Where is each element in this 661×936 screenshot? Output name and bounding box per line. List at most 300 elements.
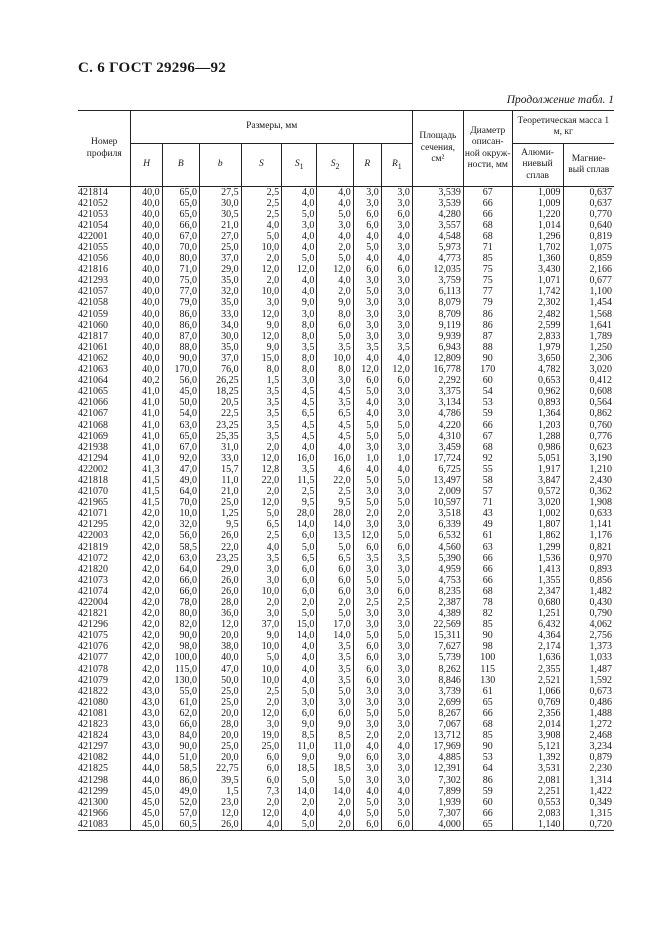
cell-profile-number: 421293 xyxy=(78,276,131,287)
cell-R: 5,0 xyxy=(353,420,381,431)
cell-profile-number: 421082 xyxy=(78,753,131,764)
cell-B: 51,0 xyxy=(162,753,199,764)
cell-H: 41,0 xyxy=(131,409,162,420)
cell-mass-aluminium: 4,782 xyxy=(512,365,563,376)
cell-S2: 16,0 xyxy=(317,453,353,464)
cell-area: 2,387 xyxy=(412,597,463,608)
cell-H: 41,0 xyxy=(131,431,162,442)
cell-b: 31,0 xyxy=(200,442,242,453)
cell-R1: 3,0 xyxy=(381,298,412,309)
cell-profile-number: 421078 xyxy=(78,664,131,675)
cell-R: 6,0 xyxy=(353,819,381,831)
cell-mass-aluminium: 0,572 xyxy=(512,487,563,498)
cell-mass-aluminium: 0,653 xyxy=(512,376,563,387)
cell-diameter: 78 xyxy=(463,597,512,608)
cell-mass-magnesium: 1,592 xyxy=(563,675,614,686)
cell-diameter: 75 xyxy=(463,265,512,276)
cell-diameter: 66 xyxy=(463,708,512,719)
cell-H: 40,0 xyxy=(131,242,162,253)
cell-R: 3,0 xyxy=(353,720,381,731)
cell-S: 3,0 xyxy=(241,564,282,575)
cell-S1: 6,5 xyxy=(282,409,317,420)
cell-H: 40,0 xyxy=(131,365,162,376)
table-row xyxy=(78,631,614,642)
cell-H: 45,0 xyxy=(131,797,162,808)
cell-profile-number: 421298 xyxy=(78,775,131,786)
cell-B: 75,0 xyxy=(162,276,199,287)
cell-R: 3,5 xyxy=(353,342,381,353)
cell-S2: 9,0 xyxy=(317,720,353,731)
cell-S: 3,0 xyxy=(241,298,282,309)
cell-R1: 4,0 xyxy=(381,464,412,475)
table-row xyxy=(78,575,614,586)
cell-diameter: 86 xyxy=(463,320,512,331)
cell-mass-aluminium: 1,288 xyxy=(512,431,563,442)
cell-diameter: 66 xyxy=(463,198,512,209)
cell-H: 43,0 xyxy=(131,697,162,708)
header-S1: $S_1$ xyxy=(282,144,317,187)
cell-b: 22,75 xyxy=(200,764,242,775)
cell-diameter: 85 xyxy=(463,254,512,265)
cell-mass-aluminium: 1,071 xyxy=(512,276,563,287)
cell-area: 3,539 xyxy=(412,187,463,199)
cell-profile-number: 421055 xyxy=(78,242,131,253)
header-R: R xyxy=(353,144,381,187)
cell-S1: 6,0 xyxy=(282,708,317,719)
cell-mass-magnesium: 0,893 xyxy=(563,564,614,575)
table-row xyxy=(78,675,614,686)
cell-area: 3,539 xyxy=(412,198,463,209)
cell-area: 8,267 xyxy=(412,708,463,719)
cell-B: 32,0 xyxy=(162,520,199,531)
cell-S2: 2,5 xyxy=(317,487,353,498)
cell-mass-magnesium: 2,756 xyxy=(563,631,614,642)
cell-B: 64,0 xyxy=(162,564,199,575)
cell-mass-magnesium: 1,487 xyxy=(563,664,614,675)
cell-R1: 5,0 xyxy=(381,531,412,542)
cell-B: 67,0 xyxy=(162,442,199,453)
cell-mass-aluminium: 0,986 xyxy=(512,442,563,453)
cell-S: 2,5 xyxy=(241,198,282,209)
cell-S2: 6,0 xyxy=(317,320,353,331)
cell-B: 63,0 xyxy=(162,553,199,564)
cell-mass-magnesium: 0,776 xyxy=(563,431,614,442)
cell-area: 7,899 xyxy=(412,786,463,797)
cell-R: 5,0 xyxy=(353,575,381,586)
cell-H: 40,0 xyxy=(131,342,162,353)
table-row xyxy=(78,376,614,387)
cell-S2: 4,5 xyxy=(317,387,353,398)
cell-profile-number: 421054 xyxy=(78,220,131,231)
cell-B: 86,0 xyxy=(162,309,199,320)
cell-S: 12,0 xyxy=(241,265,282,276)
cell-mass-aluminium: 2,302 xyxy=(512,298,563,309)
table-row xyxy=(78,775,614,786)
cell-S2: 17,0 xyxy=(317,620,353,631)
cell-b: 12,0 xyxy=(200,620,242,631)
cell-S: 10,0 xyxy=(241,586,282,597)
cell-S1: 9,5 xyxy=(282,498,317,509)
cell-diameter: 58 xyxy=(463,475,512,486)
cell-area: 4,959 xyxy=(412,564,463,575)
cell-mass-aluminium: 4,364 xyxy=(512,631,563,642)
cell-mass-magnesium: 0,608 xyxy=(563,387,614,398)
cell-area: 4,389 xyxy=(412,609,463,620)
cell-S: 4,0 xyxy=(241,542,282,553)
cell-R: 2,0 xyxy=(353,731,381,742)
cell-b: 29,0 xyxy=(200,265,242,276)
cell-S1: 28,0 xyxy=(282,509,317,520)
cell-B: 115,0 xyxy=(162,664,199,675)
cell-S2: 8,5 xyxy=(317,731,353,742)
table-header xyxy=(78,111,614,187)
cell-b: 38,0 xyxy=(200,642,242,653)
cell-diameter: 66 xyxy=(463,209,512,220)
cell-S: 3,0 xyxy=(241,720,282,731)
cell-S1: 14,0 xyxy=(282,631,317,642)
cell-B: 78,0 xyxy=(162,597,199,608)
cell-S2: 5,0 xyxy=(317,542,353,553)
cell-S1: 6,5 xyxy=(282,553,317,564)
cell-mass-aluminium: 1,009 xyxy=(512,187,563,199)
cell-b: 50,0 xyxy=(200,675,242,686)
cell-mass-aluminium: 1,364 xyxy=(512,409,563,420)
cell-mass-magnesium: 0,640 xyxy=(563,220,614,231)
table-row xyxy=(78,642,614,653)
cell-area: 4,560 xyxy=(412,542,463,553)
cell-area: 3,557 xyxy=(412,220,463,231)
cell-diameter: 71 xyxy=(463,498,512,509)
cell-S2: 11,0 xyxy=(317,742,353,753)
cell-mass-aluminium: 3,020 xyxy=(512,498,563,509)
cell-profile-number: 421061 xyxy=(78,342,131,353)
cell-B: 56,0 xyxy=(162,376,199,387)
cell-S: 3,5 xyxy=(241,398,282,409)
cell-b: 23,25 xyxy=(200,553,242,564)
cell-H: 40,0 xyxy=(131,187,162,199)
cell-B: 66,0 xyxy=(162,220,199,231)
cell-B: 86,0 xyxy=(162,775,199,786)
cell-area: 5,739 xyxy=(412,653,463,664)
cell-mass-magnesium: 1,272 xyxy=(563,720,614,731)
cell-R1: 2,5 xyxy=(381,597,412,608)
cell-area: 6,113 xyxy=(412,287,463,298)
cell-S1: 5,0 xyxy=(282,819,317,831)
cell-profile-number: 421064 xyxy=(78,376,131,387)
cell-H: 41,3 xyxy=(131,464,162,475)
cell-S: 12,8 xyxy=(241,464,282,475)
cell-b: 35,0 xyxy=(200,276,242,287)
cell-S1: 4,0 xyxy=(282,276,317,287)
cell-R1: 5,0 xyxy=(381,808,412,819)
cell-H: 41,0 xyxy=(131,420,162,431)
cell-profile-number: 421083 xyxy=(78,819,131,831)
cell-S1: 2,5 xyxy=(282,487,317,498)
header-R1: $R_1$ xyxy=(381,144,412,187)
cell-diameter: 55 xyxy=(463,464,512,475)
cell-S2: 28,0 xyxy=(317,509,353,520)
cell-H: 42,0 xyxy=(131,520,162,531)
cell-S: 9,0 xyxy=(241,320,282,331)
cell-H: 42,0 xyxy=(131,542,162,553)
cell-b: 23,25 xyxy=(200,420,242,431)
table-row xyxy=(78,586,614,597)
cell-R: 4,0 xyxy=(353,254,381,265)
cell-B: 65,0 xyxy=(162,431,199,442)
cell-b: 22,0 xyxy=(200,542,242,553)
cell-profile-number: 421074 xyxy=(78,586,131,597)
cell-H: 42,0 xyxy=(131,664,162,675)
cell-mass-magnesium: 1,250 xyxy=(563,342,614,353)
cell-H: 45,0 xyxy=(131,786,162,797)
cell-mass-aluminium: 0,769 xyxy=(512,697,563,708)
cell-B: 130,0 xyxy=(162,675,199,686)
cell-b: 35,0 xyxy=(200,298,242,309)
cell-B: 88,0 xyxy=(162,342,199,353)
cell-R: 3,0 xyxy=(353,620,381,631)
cell-b: 34,0 xyxy=(200,320,242,331)
cell-S2: 10,0 xyxy=(317,353,353,364)
cell-R1: 5,0 xyxy=(381,631,412,642)
cell-S1: 11,0 xyxy=(282,742,317,753)
cell-S1: 9,0 xyxy=(282,720,317,731)
cell-profile-number: 421079 xyxy=(78,675,131,686)
cell-B: 84,0 xyxy=(162,731,199,742)
cell-mass-magnesium: 0,677 xyxy=(563,276,614,287)
cell-mass-aluminium: 0,893 xyxy=(512,398,563,409)
cell-diameter: 68 xyxy=(463,586,512,597)
cell-S2: 6,5 xyxy=(317,553,353,564)
table-row xyxy=(78,409,614,420)
table-row xyxy=(78,242,614,253)
cell-b: 39,5 xyxy=(200,775,242,786)
cell-profile-number: 421072 xyxy=(78,553,131,564)
cell-R: 4,0 xyxy=(353,464,381,475)
cell-area: 1,939 xyxy=(412,797,463,808)
cell-mass-aluminium: 1,413 xyxy=(512,564,563,575)
cell-b: 23,0 xyxy=(200,797,242,808)
cell-diameter: 86 xyxy=(463,775,512,786)
cell-diameter: 63 xyxy=(463,542,512,553)
cell-S: 2,5 xyxy=(241,187,282,199)
header-H: H xyxy=(131,144,162,187)
cell-R: 5,0 xyxy=(353,498,381,509)
table-row xyxy=(78,387,614,398)
table-row xyxy=(78,753,614,764)
cell-mass-aluminium: 3,531 xyxy=(512,764,563,775)
cell-H: 40,0 xyxy=(131,320,162,331)
cell-R: 3,0 xyxy=(353,198,381,209)
cell-profile-number: 421053 xyxy=(78,209,131,220)
cell-H: 40,0 xyxy=(131,209,162,220)
cell-R1: 3,0 xyxy=(381,564,412,575)
cell-mass-magnesium: 0,564 xyxy=(563,398,614,409)
cell-B: 66,0 xyxy=(162,575,199,586)
cell-b: 9,5 xyxy=(200,520,242,531)
cell-diameter: 68 xyxy=(463,720,512,731)
cell-B: 61,0 xyxy=(162,697,199,708)
cell-R1: 2,0 xyxy=(381,731,412,742)
cell-B: 65,0 xyxy=(162,198,199,209)
header-S2: $S_2$ xyxy=(317,144,353,187)
cell-b: 27,0 xyxy=(200,231,242,242)
cell-S1: 5,0 xyxy=(282,609,317,620)
cell-diameter: 88 xyxy=(463,342,512,353)
cell-R1: 3,0 xyxy=(381,620,412,631)
cell-R1: 3,0 xyxy=(381,320,412,331)
cell-R: 3,0 xyxy=(353,564,381,575)
cell-diameter: 87 xyxy=(463,331,512,342)
table-row xyxy=(78,431,614,442)
cell-diameter: 60 xyxy=(463,797,512,808)
cell-area: 4,885 xyxy=(412,753,463,764)
cell-area: 6,943 xyxy=(412,342,463,353)
cell-S: 8,0 xyxy=(241,365,282,376)
table-row xyxy=(78,420,614,431)
cell-mass-magnesium: 3,190 xyxy=(563,453,614,464)
cell-mass-aluminium: 2,355 xyxy=(512,664,563,675)
cell-R: 3,0 xyxy=(353,764,381,775)
cell-R1: 3,5 xyxy=(381,342,412,353)
cell-H: 41,5 xyxy=(131,498,162,509)
cell-R: 6,0 xyxy=(353,753,381,764)
cell-S2: 3,5 xyxy=(317,342,353,353)
cell-B: 52,0 xyxy=(162,797,199,808)
cell-S: 5,0 xyxy=(241,653,282,664)
cell-R: 6,0 xyxy=(353,542,381,553)
cell-diameter: 67 xyxy=(463,187,512,199)
cell-S: 6,0 xyxy=(241,764,282,775)
cell-S1: 3,0 xyxy=(282,220,317,231)
cell-b: 25,35 xyxy=(200,431,242,442)
cell-mass-magnesium: 1,641 xyxy=(563,320,614,331)
cell-b: 18,25 xyxy=(200,387,242,398)
cell-diameter: 92 xyxy=(463,453,512,464)
cell-S1: 12,0 xyxy=(282,265,317,276)
cell-b: 12,0 xyxy=(200,808,242,819)
cell-mass-aluminium: 1,360 xyxy=(512,254,563,265)
cell-mass-aluminium: 1,979 xyxy=(512,342,563,353)
cell-R1: 4,0 xyxy=(381,786,412,797)
cell-b: 20,0 xyxy=(200,753,242,764)
cell-R1: 4,0 xyxy=(381,231,412,242)
cell-R: 5,0 xyxy=(353,475,381,486)
cell-B: 90,0 xyxy=(162,742,199,753)
cell-diameter: 71 xyxy=(463,242,512,253)
cell-S: 1,5 xyxy=(241,376,282,387)
cell-S1: 4,0 xyxy=(282,287,317,298)
cell-R1: 3,0 xyxy=(381,276,412,287)
cell-diameter: 59 xyxy=(463,786,512,797)
cell-area: 7,627 xyxy=(412,642,463,653)
table-row xyxy=(78,265,614,276)
cell-S2: 14,0 xyxy=(317,786,353,797)
cell-diameter: 60 xyxy=(463,376,512,387)
cell-H: 41,0 xyxy=(131,442,162,453)
cell-mass-magnesium: 0,720 xyxy=(563,819,614,831)
cell-mass-magnesium: 2,166 xyxy=(563,265,614,276)
cell-profile-number: 421938 xyxy=(78,442,131,453)
cell-mass-magnesium: 4,062 xyxy=(563,620,614,631)
cell-b: 20,0 xyxy=(200,708,242,719)
cell-S: 10,0 xyxy=(241,642,282,653)
cell-S1: 6,0 xyxy=(282,586,317,597)
cell-mass-magnesium: 3,234 xyxy=(563,742,614,753)
table-row xyxy=(78,808,614,819)
cell-mass-magnesium: 1,100 xyxy=(563,287,614,298)
cell-S2: 3,5 xyxy=(317,398,353,409)
cell-S: 3,0 xyxy=(241,575,282,586)
cell-b: 29,0 xyxy=(200,564,242,575)
cell-R: 5,0 xyxy=(353,808,381,819)
cell-H: 42,0 xyxy=(131,609,162,620)
cell-R1: 3,5 xyxy=(381,553,412,564)
table-row xyxy=(78,819,614,831)
cell-H: 42,0 xyxy=(131,531,162,542)
cell-S2: 4,6 xyxy=(317,464,353,475)
cell-S2: 6,0 xyxy=(317,586,353,597)
cell-b: 26,0 xyxy=(200,531,242,542)
cell-mass-magnesium: 2,230 xyxy=(563,764,614,775)
cell-mass-magnesium: 0,770 xyxy=(563,209,614,220)
cell-B: 64,0 xyxy=(162,487,199,498)
cell-diameter: 61 xyxy=(463,531,512,542)
cell-profile-number: 421058 xyxy=(78,298,131,309)
cell-H: 43,0 xyxy=(131,708,162,719)
table-body xyxy=(78,187,614,831)
cell-mass-magnesium: 1,075 xyxy=(563,242,614,253)
cell-H: 40,0 xyxy=(131,198,162,209)
cell-S2: 6,5 xyxy=(317,409,353,420)
cell-S2: 12,0 xyxy=(317,265,353,276)
table-row xyxy=(78,708,614,719)
cell-mass-magnesium: 1,568 xyxy=(563,309,614,320)
cell-profile-number: 421073 xyxy=(78,575,131,586)
cell-mass-aluminium: 1,002 xyxy=(512,509,563,520)
cell-B: 65,0 xyxy=(162,187,199,199)
table-row xyxy=(78,287,614,298)
cell-mass-aluminium: 1,636 xyxy=(512,653,563,664)
cell-profile-number: 421063 xyxy=(78,365,131,376)
cell-R: 6,0 xyxy=(353,209,381,220)
cell-H: 41,0 xyxy=(131,387,162,398)
cell-H: 40,0 xyxy=(131,231,162,242)
cell-area: 2,009 xyxy=(412,487,463,498)
cell-R1: 6,0 xyxy=(381,819,412,831)
cell-diameter: 130 xyxy=(463,675,512,686)
cell-R1: 12,0 xyxy=(381,365,412,376)
cell-b: 26,0 xyxy=(200,575,242,586)
cell-area: 9,939 xyxy=(412,331,463,342)
cell-S1: 14,0 xyxy=(282,786,317,797)
cell-H: 43,0 xyxy=(131,686,162,697)
cell-R1: 4,0 xyxy=(381,254,412,265)
cell-mass-aluminium: 2,174 xyxy=(512,642,563,653)
cell-mass-magnesium: 0,862 xyxy=(563,409,614,420)
profiles-table xyxy=(78,110,614,831)
cell-R: 3,0 xyxy=(353,487,381,498)
cell-b: 25,0 xyxy=(200,686,242,697)
cell-mass-magnesium: 1,033 xyxy=(563,653,614,664)
cell-area: 8,079 xyxy=(412,298,463,309)
cell-R1: 3,0 xyxy=(381,220,412,231)
cell-R: 5,0 xyxy=(353,797,381,808)
cell-R: 4,0 xyxy=(353,231,381,242)
table-row xyxy=(78,742,614,753)
table-row xyxy=(78,653,614,664)
cell-H: 40,0 xyxy=(131,287,162,298)
cell-S: 6,0 xyxy=(241,753,282,764)
